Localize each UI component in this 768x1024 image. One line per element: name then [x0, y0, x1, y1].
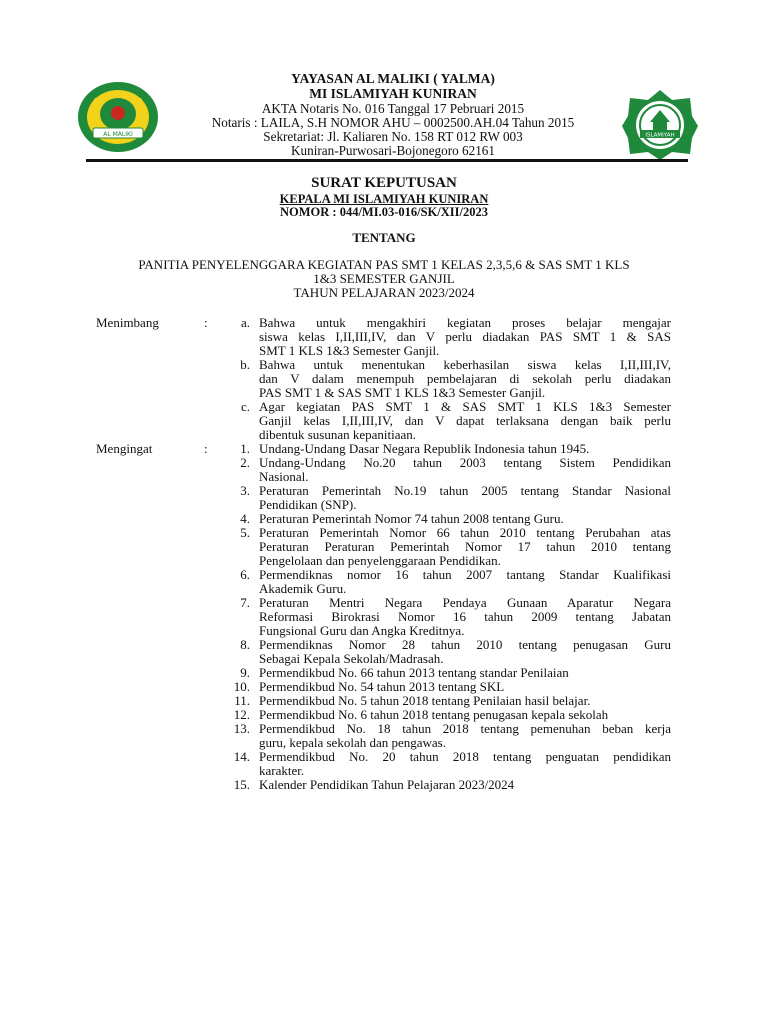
mengingat-marker: 3. [240, 483, 250, 498]
mengingat-item [259, 708, 671, 722]
mengingat-item [259, 456, 671, 484]
mengingat-item-line: Fungsional Guru dan Angka Kreditnya. [259, 623, 465, 638]
mengingat-colon: : [204, 441, 208, 456]
mengingat-item-line: Pendidikan (SNP). [259, 497, 357, 512]
mengingat-item-line: Sebagai Kepala Sekolah/Madrasah. [259, 651, 444, 666]
menimbang-item: Agar kegiatan PAS SMT 1 & SAS SMT 1 KLS 1&3 Semester Ganjil kelas I,II,III,IV, dan V dapat terlaksana dengan baik perlu dibentuk susunan kepanitiaan. [259, 399, 671, 442]
mengingat-item-line: Permendikbud No. 5 tahun 2018 tentang Penilaian hasil belajar. [259, 693, 591, 708]
mengingat-item [259, 680, 671, 694]
right-logo [620, 88, 700, 162]
mengingat-item-line: Reformasi Birokrasi Nomor 16 tahun 2009 tentang Jabatan [259, 609, 671, 624]
mengingat-marker: 11. [234, 693, 250, 708]
mengingat-item-line: Peraturan Pemerintah Nomor 74 tahun 2008 tentang Guru. [259, 511, 564, 526]
mengingat-item-line: Permendikbud No. 66 tahun 2013 tentang standar Penilaian [259, 665, 569, 680]
mengingat-item [259, 778, 671, 792]
left-logo-text: AL MALIKI [103, 131, 133, 138]
mengingat-item [259, 596, 671, 638]
mengingat-marker: 1. [240, 441, 250, 456]
mengingat-item [259, 442, 671, 456]
left-logo [76, 80, 160, 154]
menimbang-item: Bahwa untuk mengakhiri kegiatan proses belajar mengajar siswa kelas I,II,III,IV, dan V perlu diadakan PAS SMT 1 & SAS SMT 1 KLS 1&3 Semester Ganjil. [259, 315, 671, 358]
mengingat-item-line: karakter. [259, 763, 305, 778]
mengingat-marker: 8. [240, 637, 250, 652]
mengingat-item [259, 512, 671, 526]
secretariat-info: Sekretariat: Jl. Kaliaren No. 158 RT 012 RW 003 [263, 129, 523, 144]
menimbang-colon: : [204, 315, 208, 330]
decree-subject-line: TAHUN PELAJARAN 2023/2024 [293, 285, 475, 300]
mengingat-item [259, 484, 671, 512]
menimbang-marker: a. [240, 315, 250, 330]
right-logo-text: ISLAMIYAH [645, 132, 675, 139]
mengingat-marker: 15. [233, 777, 250, 792]
mengingat-item [259, 526, 671, 568]
decree-number: NOMOR : 044/MI.03-016/SK/XII/2023 [280, 205, 488, 219]
mengingat-marker: 12. [233, 707, 250, 722]
mengingat-item-line: Peraturan Pemerintah No.19 tahun 2005 tentang Standar Nasional [259, 483, 671, 498]
letterhead-divider [86, 159, 688, 162]
decree-subject-line: 1&3 SEMESTER GANJIL [313, 271, 455, 286]
mengingat-marker: 14. [233, 749, 250, 764]
mengingat-marker: 6. [240, 567, 250, 582]
mengingat-marker: 4. [240, 511, 250, 526]
mengingat-item-line: Permendikbud No. 54 tahun 2013 tentang SKL [259, 679, 505, 694]
mengingat-item [259, 750, 671, 778]
decree-subject [0, 258, 768, 300]
mengingat-item [259, 694, 671, 708]
mengingat-item-line: Peraturan Pemerintah Nomor 66 tahun 2010 tentang Perubahan atas [259, 525, 671, 540]
mengingat-marker: 10. [233, 679, 250, 694]
decree-issuer: KEPALA MI ISLAMIYAH KUNIRAN [279, 192, 489, 206]
mengingat-item [259, 568, 671, 596]
mengingat-marker: 5. [240, 525, 250, 540]
menimbang-item: Bahwa untuk menentukan keberhasilan siswa kelas I,II,III,IV, dan V dalam menempuh pembelajaran di sekolah perlu diadakan PAS SMT 1 & SAS SMT 1 KLS 1&3 Semester Ganjil. [259, 357, 671, 400]
menimbang-marker: c. [240, 399, 250, 414]
mengingat-marker: 13. [233, 721, 250, 736]
address-info: Kuniran-Purwosari-Bojonegoro 62161 [290, 143, 495, 158]
mengingat-item-line: Undang-Undang No.20 tahun 2003 tentang Sistem Pendidikan [259, 455, 671, 470]
mengingat-item-line: Pengelolaan dan penyelenggaraan Pendidikan. [259, 553, 501, 568]
mengingat-item-line: Peraturan Peraturan Pemerintah Nomor 17 tahun 2010 tentang [259, 539, 671, 554]
mengingat-item-line: Undang-Undang Dasar Negara Republik Indonesia tahun 1945. [259, 441, 590, 456]
menimbang-marker: b. [240, 357, 250, 372]
mengingat-item-line: Permendiknas nomor 16 tahun 2007 tantang Standar Kualifikasi [259, 567, 671, 582]
mengingat-item-line: Permendikbud No. 20 tahun 2018 tentang penguatan pendidikan [259, 749, 671, 764]
decree-about: TENTANG [352, 230, 416, 245]
decree-subject-line: PANITIA PENYELENGGARA KEGIATAN PAS SMT 1 KELAS 2,3,5,6 & SAS SMT 1 KLS [138, 257, 630, 272]
mengingat-item-line: Permendikbud No. 6 tahun 2018 tentang penugasan kepala sekolah [259, 707, 609, 722]
mengingat-label: Mengingat [96, 441, 153, 456]
menimbang-label: Menimbang [96, 315, 159, 330]
mengingat-marker: 7. [240, 595, 250, 610]
mengingat-item-line: Kalender Pendidikan Tahun Pelajaran 2023/2024 [259, 777, 515, 792]
mengingat-item-line: Nasional. [259, 469, 309, 484]
mengingat-marker: 2. [240, 455, 250, 470]
notary-info: Notaris : LAILA, S.H NOMOR AHU – 0002500.AH.04 Tahun 2015 [211, 115, 575, 130]
school-name: MI ISLAMIYAH KUNIRAN [309, 86, 477, 101]
mengingat-item-line: Peraturan Mentri Negara Pendaya Gunaan Aparatur Negara [259, 595, 671, 610]
mengingat-item-line: guru, kepala sekolah dan pengawas. [259, 735, 446, 750]
mengingat-item-line: Permendiknas Nomor 28 tahun 2010 tentang penugasan Guru [259, 637, 671, 652]
foundation-name: YAYASAN AL MALIKI ( YALMA) [291, 71, 495, 86]
mengingat-item [259, 638, 671, 666]
mengingat-item [259, 722, 671, 750]
decree-heading: SURAT KEPUTUSAN [311, 175, 457, 191]
mengingat-marker: 9. [240, 665, 250, 680]
deed-info: AKTA Notaris No. 016 Tanggal 17 Pebruari 2015 [261, 101, 525, 116]
mengingat-item-line: Akademik Guru. [259, 581, 347, 596]
mengingat-item [259, 666, 671, 680]
mengingat-item-line: Permendikbud No. 18 tahun 2018 tentang pemenuhan beban kerja [259, 721, 671, 736]
